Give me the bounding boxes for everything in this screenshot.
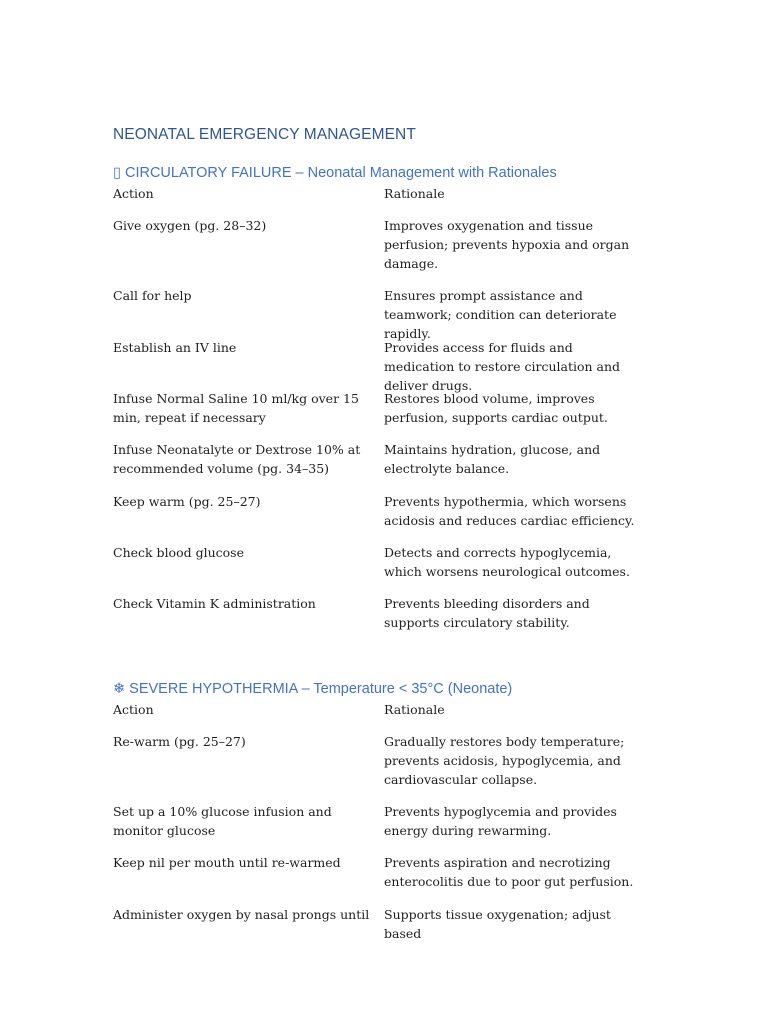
rationale-cell: Prevents hypothermia, which worsens acidosis and reduces cardiac efficiency. — [384, 494, 635, 528]
action-cell: Check blood glucose — [113, 545, 244, 560]
rationale-cell: Improves oxygenation and tissue perfusion; prevents hypoxia and organ damage. — [384, 218, 630, 271]
document-title: NEONATAL EMERGENCY MANAGEMENT — [113, 126, 416, 143]
action-cell: Keep warm (pg. 25–27) — [113, 494, 261, 509]
action-cell: Give oxygen (pg. 28–32) — [113, 218, 267, 233]
missing-glyph-icon: ▯ — [113, 165, 121, 181]
section-heading — [113, 162, 653, 184]
action-cell: Administer oxygen by nasal prongs until — [113, 907, 370, 922]
rationale-cell: Maintains hydration, glucose, and electrolyte balance. — [384, 442, 601, 476]
action-cell: Keep nil per mouth until re-warmed — [113, 855, 341, 870]
column-header-action: Action — [113, 702, 154, 717]
section-circulatory-failure — [113, 162, 653, 630]
rationale-cell: Ensures prompt assistance and teamwork; condition can deteriorate rapidly. — [384, 288, 617, 341]
rationale-cell: Prevents bleeding disorders and supports circulatory stability. — [384, 596, 590, 630]
action-cell: Infuse Neonatalyte or Dextrose 10% at recommended volume (pg. 34–35) — [113, 442, 361, 476]
section-heading — [113, 678, 653, 700]
action-cell: Call for help — [113, 288, 192, 303]
action-cell: Establish an IV line — [113, 340, 237, 355]
rationale-cell: Restores blood volume, improves perfusion, supports cardiac output. — [384, 391, 608, 425]
column-header-rationale: Rationale — [384, 702, 445, 717]
column-header-rationale: Rationale — [384, 186, 445, 201]
action-cell: Re-warm (pg. 25–27) — [113, 734, 246, 749]
rationale-cell: Supports tissue oxygenation; adjust based — [384, 907, 611, 941]
rationale-cell: Prevents aspiration and necrotizing enterocolitis due to poor gut perfusion. — [384, 855, 634, 889]
snowflake-icon: ❄ — [113, 681, 126, 697]
section-heading-text: CIRCULATORY FAILURE – Neonatal Management with Rationales — [124, 165, 557, 181]
rationale-cell: Detects and corrects hypoglycemia, which worsens neurological outcomes. — [384, 545, 630, 579]
section-severe-hypothermia — [113, 678, 653, 941]
rationale-cell: Prevents hypoglycemia and provides energy during rewarming. — [384, 804, 617, 838]
rationale-cell: Provides access for fluids and medication to restore circulation and deliver drugs. — [384, 340, 621, 393]
section-heading-text: SEVERE HYPOTHERMIA – Temperature < 35°C (Neonate) — [129, 681, 513, 697]
action-cell: Infuse Normal Saline 10 ml/kg over 15 min, repeat if necessary — [113, 391, 359, 425]
rationale-cell: Gradually restores body temperature; prevents acidosis, hypoglycemia, and cardiovascular collapse. — [384, 734, 625, 787]
action-cell: Set up a 10% glucose infusion and monitor glucose — [113, 804, 332, 838]
column-header-action: Action — [113, 186, 154, 201]
action-cell: Check Vitamin K administration — [113, 596, 316, 611]
